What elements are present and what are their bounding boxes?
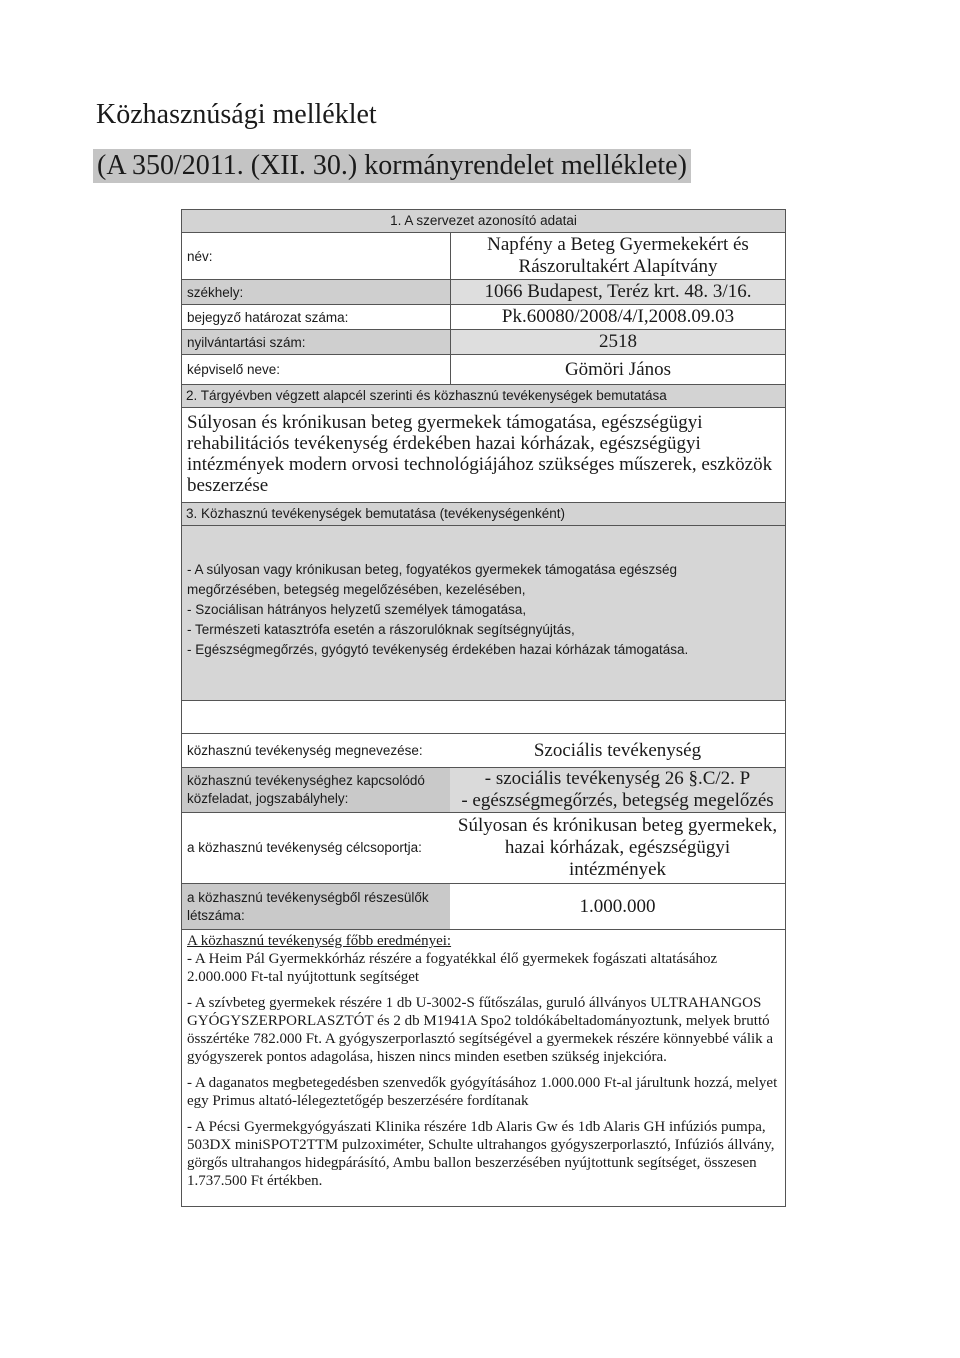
results-title: A közhasznú tevékenység főbb eredményei: <box>187 933 452 949</box>
target-group-line2: hazai kórházak, egészségügyi <box>504 837 731 858</box>
seat-row <box>182 280 785 305</box>
result-item: - A daganatos megbetegedésben szenvedők gyógyításához 1.000.000 Ft-al járultunk hozzá, melyet egy Primus altató-lélegeztetőgép beszerzésére fordítanak <box>187 1075 778 1109</box>
target-group-label: a közhasznú tevékenység célcsoportja: <box>187 840 422 855</box>
result-item: - A szívbeteg gyermekek részére 1 db U-3002-S fűtőszálas, guruló állványos ULTRAHANGOS GYÓGYSZERPORLASZTÓT és 2 db M1941A Spo2 toldókábeltadományoztunk, melyek bruttó összértéke 782.000 Ft. A gyógyszerporlasztó segítségével a gyermekek részére könnyebbé válik a gyógyszerek pontos adagolása, hiszen nincs minden esetben szükség injekcióra. <box>187 995 774 1065</box>
document-title: Közhasznúsági melléklet <box>96 99 377 130</box>
section2-text: Súlyosan és krónikusan beteg gyermekek támogatása, egészségügyi rehabilitációs tevékenység érdekében hazai kórházak, egészségügyi intézmények modern orvosi technológiájához szükséges műszerek, eszközök beszerzése <box>182 408 785 503</box>
seat-value: 1066 Budapest, Teréz krt. 48. 3/16. <box>450 280 785 304</box>
result-item: - A Heim Pál Gyermekkórház részére a fogyatékkal élő gyermekek fogászati altatásához 2.000.000 Ft-tal nyújtottunk segítséget <box>187 951 718 985</box>
representative-label: képviselő neve: <box>187 362 281 377</box>
name-line2: Rászorultakért Alapítvány <box>518 256 718 277</box>
target-group-line3: intézmények <box>568 859 667 880</box>
list-item: megőrzésében, betegség megelőzésében, kezelésében, <box>187 582 526 597</box>
name-line1: Napfény a Beteg Gyermekekért és <box>487 234 749 255</box>
public-task-line2: - egészségmegőrzés, betegség megelőzés <box>461 790 774 811</box>
activity-name-row <box>182 734 785 768</box>
results-section <box>182 930 785 1206</box>
list-item: - A súlyosan vagy krónikusan beteg, fogyatékos gyermekek támogatása egészség <box>187 562 678 577</box>
target-group-row <box>182 813 785 884</box>
name-value <box>450 233 785 279</box>
beneficiary-count-label: a közhasznú tevékenységből részesülők létszáma: <box>182 884 450 929</box>
record-number-row <box>182 330 785 355</box>
registration-row <box>182 305 785 330</box>
activity-name-value: Szociális tevékenység <box>533 739 702 761</box>
list-item: - Szociálisan hátrányos helyzetű személyek támogatása, <box>187 602 527 617</box>
name-label: név: <box>187 248 213 264</box>
document-subtitle: (A 350/2011. (XII. 30.) kormányrendelet melléklete) <box>93 149 691 183</box>
beneficiary-count-value: 1.000.000 <box>579 895 656 917</box>
representative-value: Gömöri János <box>450 355 785 384</box>
public-task-row <box>182 768 785 813</box>
section3-title: 3. Közhasznú tevékenységek bemutatása (tevékenységenként) <box>182 503 785 526</box>
result-item: - A Pécsi Gyermekgyógyászati Klinika részére 1db Alaris Gw és 1db Alaris GH infúziós pumpa, 503DX miniSPOT2TTM pulzoximéter, Schulte ultrahangos gyógyszerporlasztó, Infúziós állvány, görgős ultrahangos hidegpárásító, Ambu ballon beszerzésében nyújtottunk segítséget, összesen 1.737.500 Ft értékben. <box>187 1119 775 1189</box>
public-task-label: közhasznú tevékenységhez kapcsolódó közfeladat, jogszabályhely: <box>182 768 450 812</box>
record-number-value: 2518 <box>450 330 785 354</box>
target-group-value <box>450 813 785 883</box>
name-row <box>182 233 785 280</box>
activity-name-label: közhasznú tevékenység megnevezése: <box>187 742 423 758</box>
section2-title: 2. Tárgyévben végzett alapcél szerinti és közhasznú tevékenységek bemutatása <box>182 385 785 408</box>
target-group-line1: Súlyosan és krónikusan beteg gyermekek, <box>457 815 778 836</box>
registration-value: Pk.60080/2008/4/I,2008.09.03 <box>450 305 785 329</box>
section1-title: 1. A szervezet azonosító adatai <box>182 210 785 233</box>
list-item: - Egészségmegőrzés, gyógytó tevékenység érdekében hazai kórházak támogatása. <box>187 642 689 657</box>
seat-label: székhely: <box>182 280 450 304</box>
list-item: - Természeti katasztrófa esetén a rászorulóknak segítségnyújtás, <box>187 622 575 637</box>
registration-label: bejegyző határozat száma: <box>187 309 349 325</box>
annex-form <box>181 209 786 1207</box>
blank-row <box>182 701 785 734</box>
record-number-label: nyilvántartási szám: <box>182 330 450 354</box>
beneficiary-count-row <box>182 884 785 930</box>
public-task-value <box>450 768 785 812</box>
activity-list <box>182 526 785 701</box>
public-task-line1: - szociális tevékenység 26 §.C/2. P <box>484 768 751 789</box>
representative-row <box>182 355 785 385</box>
